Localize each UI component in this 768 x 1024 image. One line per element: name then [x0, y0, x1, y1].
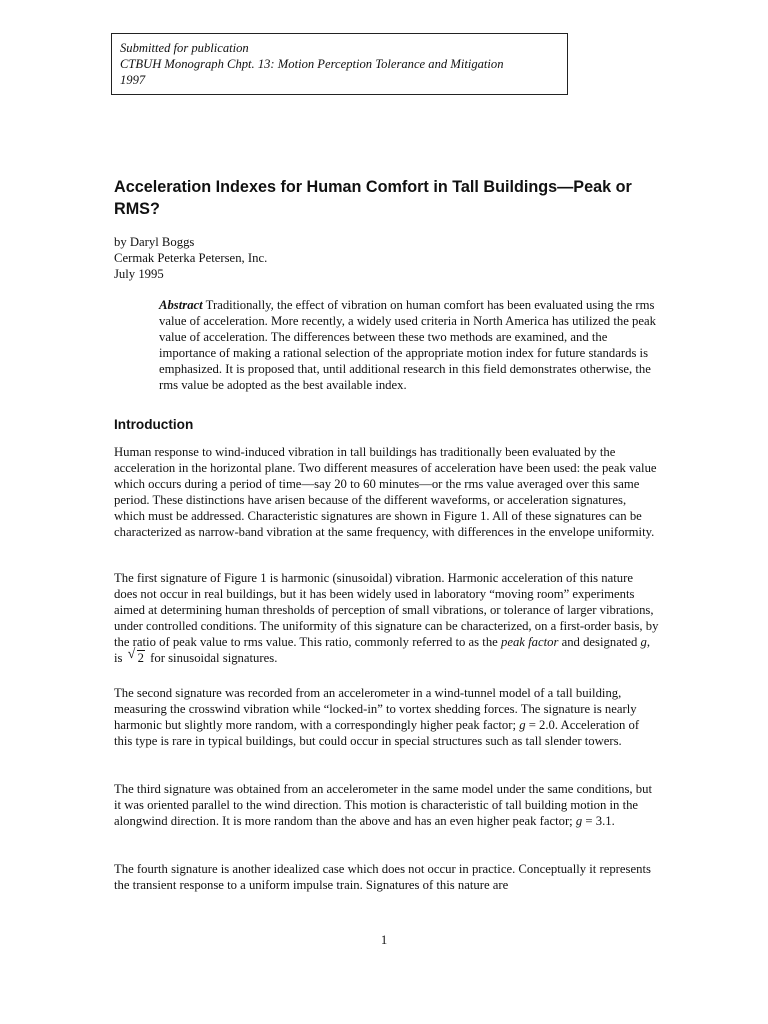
math-variable: g [575, 814, 583, 828]
paragraph-text: for sinusoidal signatures. [146, 651, 278, 665]
publication-note-line: Submitted for publication [120, 41, 249, 55]
affiliation: Cermak Peterka Petersen, Inc. [114, 251, 268, 265]
paragraph-text: The first signature of Figure 1 is harmonic (sinusoidal) vibration. Harmonic acceleration of this nature does not occur in real buildings, but it has been widely used in laboratory “moving room” experiments aimed at determining human thresholds of perception of small vibrations, or tolerance of larger vibrations, under controlled conditions. The uniformity of this signature can be characterized, on a first-order basis, by the ratio of peak value to rms value. This ratio, commonly referred to as the [114, 571, 659, 649]
math-variable: g [519, 718, 526, 732]
paragraph-text: The second signature was recorded from an accelerometer in a wind-tunnel model of a tall building, measuring the crosswind vibration while “locked-in” to vortex shedding forces. The signature is nearly harmonic but slightly more random, with a correspondingly higher peak factor; [114, 686, 637, 732]
abstract [159, 297, 659, 393]
paragraph-text: The third signature was obtained from an accelerometer in the same model under the same conditions, but it was oriented parallel to the wind direction. This motion is characteristic of tall building motion in the alongwind direction. It is more random than the above and has an even higher peak factor; [114, 782, 652, 828]
abstract-text: Traditionally, the effect of vibration on human comfort has been evaluated using the rms value of acceleration. More recently, a widely used criteria in North America has utilized the peak value of acceleration. The differences between these two methods are examined, and the importance of making a rational selection of the appropriate motion index for future standards is emphasized. It is proposed that, until additional research in this field demonstrates otherwise, the rms value be adopted as the best available index. [159, 298, 656, 392]
section-heading-introduction: Introduction [114, 417, 194, 432]
byline [114, 234, 267, 282]
paragraph-text: = 3.1. [582, 814, 615, 828]
paragraph: Human response to wind-induced vibration in tall buildings has traditionally been evaluated by the acceleration in the horizontal plane. Two different measures of acceleration have been used: the peak value which occurs during a period of time—say 20 to 60 minutes—or the rms value averaged over this same period. These distinctions have arisen because of the different waveforms, or acceleration signatures, which must be addressed. Characteristic signatures are shown in Figure 1. All of these signatures can be characterized as narrow-band vibration at the same frequency, with differences in the envelope uniformity. [114, 445, 657, 539]
emphasis-term: peak factor [500, 635, 559, 649]
paragraph: The fourth signature is another idealized case which does not occur in practice. Conceptually it represents the transient response to a uniform impulse train. Signatures of this nature are [114, 862, 651, 892]
square-root-expression [127, 647, 145, 666]
paragraph-text: , is [114, 635, 651, 665]
page-number: 1 [380, 933, 388, 947]
paragraph-text: and designated [558, 635, 641, 649]
author: by Daryl Boggs [114, 235, 195, 249]
publication-note-line: 1997 [120, 73, 146, 87]
date: July 1995 [114, 267, 164, 281]
paragraph-text: = 2.0. Acceleration of this type is rare in typical buildings, but could occur in special structures such as tall slender towers. [114, 718, 640, 748]
abstract-label: Abstract [159, 298, 203, 312]
paragraph [114, 781, 659, 829]
radicand: 2 [137, 651, 144, 665]
publication-note-box [111, 33, 568, 95]
math-variable: g [640, 635, 647, 649]
paragraph [114, 570, 659, 666]
radical-sign: √ [127, 647, 136, 662]
publication-note-line: CTBUH Monograph Chpt. 13: Motion Perception Tolerance and Mitigation [120, 57, 504, 71]
paper-title: Acceleration Indexes for Human Comfort in Tall Buildings—Peak or RMS? [114, 178, 632, 218]
paragraph [114, 685, 659, 749]
